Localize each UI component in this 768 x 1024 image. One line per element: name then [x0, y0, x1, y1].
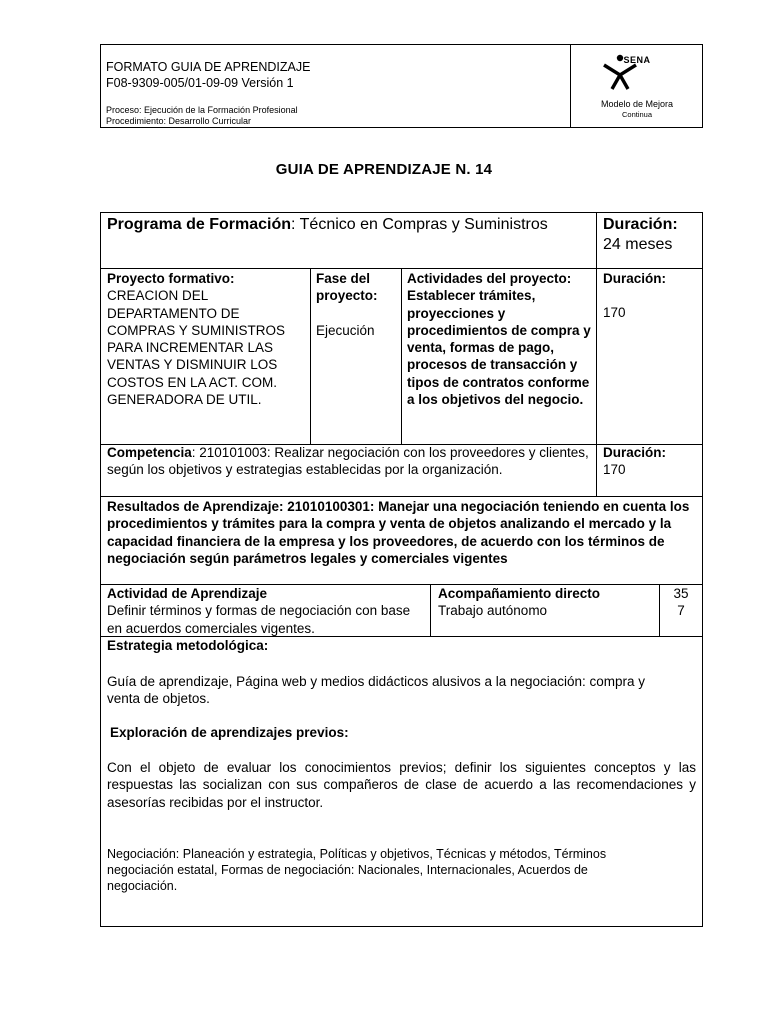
program-cell — [107, 215, 587, 235]
activity-value: Definir términos y formas de negociación con base en acuerdos comerciales vigentes. — [107, 603, 411, 636]
hours-values-cell — [661, 585, 701, 620]
activities-value: Establecer trámites, proyecciones y procedimientos de compra y venta, formas de pago, procesos de transacción y tipos de contratos conforme a los objetivos del negocio. — [407, 288, 591, 408]
phase-label: Fase del proyecto: — [316, 271, 378, 304]
project-label: Proyecto formativo: — [107, 271, 235, 286]
activity-cell — [107, 585, 425, 637]
activities-label: Actividades del proyecto: — [407, 271, 572, 286]
col-divider — [596, 213, 597, 268]
exploration-text: Con el objeto de evaluar los conocimientos previos; definir los siguientes conceptos y las respuestas las socializan con sus compañeros de clase de acuerdo a las recomendaciones y asesorías recibidas por el instructor. — [107, 760, 696, 810]
col-divider — [430, 584, 431, 636]
strategy-label: Estrategia metodológica: — [107, 638, 269, 653]
competence-duration-label: Duración: — [603, 445, 667, 460]
format-code: F08-9309-005/01-09-09 Versión 1 — [106, 76, 294, 90]
competence-value: : 210101003: Realizar negociación con los proveedores y clientes, según los objetivos y estrategias establecidas por la organización. — [107, 445, 589, 478]
program-duration-label: Duración: — [603, 216, 678, 233]
process-text: Proceso: Ejecución de la Formación Profesional — [106, 105, 298, 115]
document-header — [100, 44, 703, 128]
phase-cell — [316, 270, 398, 339]
project-duration-label: Duración: — [603, 271, 667, 286]
autonomous-label: Trabajo autónomo — [438, 603, 548, 619]
procedure-text: Procedimiento: Desarrollo Curricular — [106, 116, 252, 126]
autonomous-value: 7 — [677, 603, 685, 619]
sena-logo-icon — [598, 51, 642, 91]
program-duration-value: 24 meses — [603, 236, 673, 253]
program-label: Programa de Formación — [107, 216, 292, 233]
learning-results: Resultados de Aprendizaje: 21010100301: Manejar una negociación teniendo en cuenta los procedimientos y trámites para la compra y venta de objetos analizando el mercado y la capacidad financiera de la empresa y los proveedores, de acuerdo con los términos de negociación según parámetros legales y comerciales vigentes — [107, 499, 690, 566]
activity-label: Actividad de Aprendizaje — [107, 586, 268, 601]
direct-hours-cell — [438, 585, 656, 620]
project-duration-value: 170 — [603, 305, 626, 321]
project-value: CREACION DEL DEPARTAMENTO DE COMPRAS Y SUMINISTROS PARA INCREMENTAR LAS VENTAS Y DISMINUIR LOS COSTOS EN LA ACT. COM. GENERADORA DE UTIL. — [107, 288, 286, 408]
direct-value: 35 — [673, 586, 689, 601]
row-divider — [101, 496, 702, 497]
concepts-text: Negociación: Planeación y estrategia, Políticas y objetivos, Técnicas y métodos, Términos negociación estatal, Formas de negociación: Nacionales, Internacionales, Acuerdos de negociación. — [107, 847, 607, 893]
competence-label: Competencia — [107, 445, 192, 460]
phase-value: Ejecución — [316, 322, 375, 338]
exploration-label: Exploración de aprendizajes previos: — [110, 725, 349, 740]
project-cell — [107, 270, 307, 408]
program-duration-cell — [603, 215, 698, 255]
model-line2: Continua — [621, 110, 653, 119]
col-divider — [310, 268, 311, 444]
col-divider — [596, 268, 597, 444]
format-title: FORMATO GUIA DE APRENDIZAJE — [106, 60, 311, 74]
strategy-text: Guía de aprendizaje, Página web y medios didácticos alusivos a la negociación: compra y venta de objetos. — [107, 674, 646, 707]
col-divider — [401, 268, 402, 444]
process-info — [106, 105, 298, 127]
project-duration-cell — [603, 270, 698, 322]
competence-duration-cell — [603, 444, 698, 479]
col-divider — [596, 444, 597, 496]
format-info — [106, 59, 310, 91]
competence-cell — [107, 444, 593, 479]
program-value: : Técnico en Compras y Suministros — [291, 216, 548, 233]
model-label — [571, 99, 703, 120]
direct-label: Acompañamiento directo — [438, 586, 601, 601]
guide-title: GUIA DE APRENDIZAJE N. 14 — [275, 161, 493, 178]
col-divider — [659, 584, 660, 636]
activities-cell — [407, 270, 593, 408]
guide-table — [100, 212, 703, 927]
competence-duration-value: 170 — [603, 462, 626, 478]
sena-logo-text: SENA — [623, 55, 651, 65]
model-line1: Modelo de Mejora — [600, 99, 674, 109]
